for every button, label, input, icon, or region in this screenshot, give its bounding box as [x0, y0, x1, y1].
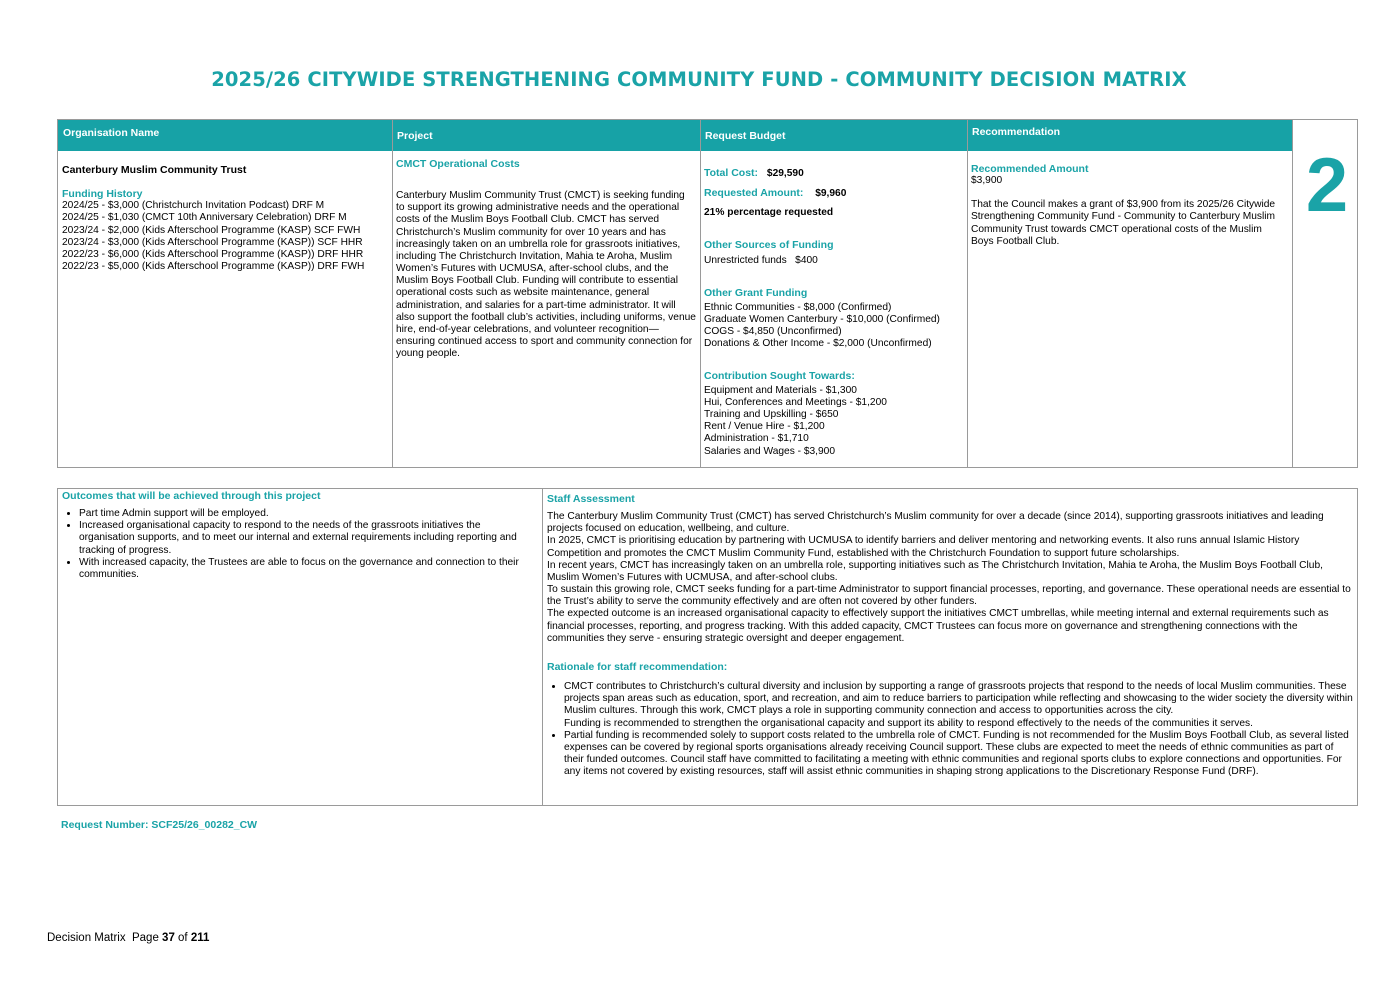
budget-cell	[704, 151, 964, 458]
page-title: 2025/26 CITYWIDE STRENGTHENING COMMUNITY FUND - COMMUNITY DECISION MATRIX	[211, 68, 1187, 91]
page-footer	[47, 932, 209, 944]
other-grant-label: Other Grant Funding	[704, 286, 808, 299]
staff-paragraph: In 2025, CMCT is prioritising education by partnering with UCMUSA to identify barriers and deliver mentoring and networking events. It also runs annual Islamic History Competition and promotes the CMCT Muslim Community Fund, established with the Christchurch Foundation to support future scholarships.	[547, 535, 1300, 559]
funding-history-label: Funding History	[62, 188, 143, 201]
funding-history-item: 2022/23 - $6,000 (Kids Afterschool Programme (KASP)) DRF HHR	[62, 248, 364, 260]
outcomes-cell	[62, 490, 538, 581]
funding-history-item: 2024/25 - $1,030 (CMCT 10th Anniversary Celebration) DRF M	[62, 212, 347, 224]
requested-row	[704, 187, 964, 200]
other-grant-list	[704, 302, 964, 351]
organisation-cell	[62, 151, 390, 273]
outcome-item: • With increased capacity, the Trustees are able to focus on the governance and connection to their communities.	[79, 557, 538, 581]
outcomes-list	[62, 508, 538, 581]
column-divider	[1292, 120, 1293, 467]
other-grant-item: Ethnic Communities - $8,000 (Confirmed)	[704, 301, 892, 313]
percentage-requested: 21% percentage requested	[704, 207, 834, 219]
other-sources-value: Unrestricted funds $400	[704, 254, 818, 266]
contribution-item: Equipment and Materials - $1,300	[704, 384, 857, 396]
other-grant-item: Donations & Other Income - $2,000 (Unconfirmed)	[704, 338, 932, 350]
recommendation-cell	[971, 151, 1281, 248]
funding-history-item: 2022/23 - $5,000 (Kids Afterschool Programme (KASP)) DRF FWH	[62, 261, 365, 273]
column-divider	[700, 120, 701, 467]
summary-table	[57, 119, 1358, 468]
staff-paragraph: In recent years, CMCT has increasingly taken on an umbrella role, supporting initiatives such as The Christchurch Invitation, Mahia te Aroha, the Muslim Boys Football Club, Muslim Women’s Futures with UCMUSA, and after-school clubs.	[547, 559, 1323, 583]
rationale-item: • Partial funding is recommended solely to support costs related to the umbrella role of CMCT. Funding is not recommended for the Muslim Boys Football Club, as several listed expenses can be covered by regional sports organisations already receiving Council support. These clubs are expected to meet the needs of ethnic communities as part of their funded outcomes. Council staff have committed to facilitating a meeting with ethnic communities and regional sports clubs to explore connections and opportunities. For any items not covered by existing resources, staff will assist ethnic communities in shaping strong applications to the Discretionary Response Fund (DRF).	[564, 730, 1355, 779]
other-grant-item: COGS - $4,850 (Unconfirmed)	[704, 326, 842, 338]
funding-history-item: 2023/24 - $2,000 (Kids Afterschool Programme (KASP) SCF FWH	[62, 224, 361, 236]
footer-page: 37	[162, 932, 175, 944]
column-divider	[967, 120, 968, 467]
header-project: Project	[392, 120, 700, 151]
contribution-label: Contribution Sought Towards:	[704, 369, 855, 382]
other-grant-item: Graduate Women Canterbury - $10,000 (Confirmed)	[704, 314, 940, 326]
total-cost-row	[704, 167, 964, 180]
contribution-item: Administration - $1,710	[704, 433, 809, 445]
outcomes-label: Outcomes that will be achieved through this project	[62, 490, 321, 502]
column-divider	[392, 120, 393, 467]
contribution-item: Salaries and Wages - $3,900	[704, 445, 836, 457]
project-description: Canterbury Muslim Community Trust (CMCT) is seeking funding to support its growing administrative needs and the operational costs of the Muslim Boys Football Club. CMCT has served Christchurch’s Muslim community for over 10 years and has increasingly taken on an umbrella role for grassroots initiatives, including The Christchurch Invitation, Mahia te Aroha, Muslim Women’s Futures with UCMUSA, after-school clubs, and the Muslim Boys Football Club. Funding will contribute to essential operational costs such as website maintenance, general administration, and salaries for a part-time administrator. It will also support the football club’s activities, including uniforms, venue hire, end-of-year celebrations, and volunteer recognition—ensuring continued access to sport and community connection for young people.	[396, 190, 696, 360]
contribution-item: Training and Upskilling - $650	[704, 409, 839, 421]
footer-prefix: Decision Matrix Page	[47, 932, 163, 944]
request-number: Request Number: SCF25/26_00282_CW	[61, 819, 258, 831]
assessment-table	[57, 488, 1358, 806]
recommended-amount: $3,900	[971, 175, 1003, 187]
header-budget: Request Budget	[700, 120, 967, 151]
staff-paragraph: The expected outcome is an increased organisational capacity to effectively support the initiatives CMCT umbrellas, while meeting internal and external requirements such as financial processes, reporting, and progress tracking. With this added capacity, CMCT Trustees can focus more on governance and strengthening connections with the communities they serve - ensuring strategic oversight and deeper engagement.	[547, 608, 1329, 644]
project-name: CMCT Operational Costs	[396, 158, 520, 170]
staff-assessment-label: Staff Assessment	[547, 493, 635, 505]
funding-history-item: 2024/25 - $3,000 (Christchurch Invitation Podcast) DRF M	[62, 200, 325, 212]
outcome-item: • Part time Admin support will be employed.	[79, 508, 538, 520]
requested-label: Requested Amount:	[704, 187, 804, 200]
project-cell	[396, 151, 696, 360]
rationale-text: CMCT contributes to Christchurch’s cultural diversity and inclusion by supporting a range of grassroots projects that respond to the needs of local Muslim communities. These projects span areas such as education, sport, and recreation, and aim to reduce barriers to participation while reflecting and showcasing to the wider society the diversity within Muslim cultures. Through this work, CMCT plays a role in supporting community connection and access to opportunities across the city.	[564, 681, 1353, 717]
rationale-extra: Funding is recommended to strengthen the organisational capacity and support its ability to respond effectively to the needs of the communities it serves.	[564, 717, 1253, 729]
rationale-label: Rationale for staff recommendation:	[547, 660, 728, 673]
rationale-item	[564, 681, 1355, 730]
staff-paragraph: The Canterbury Muslim Community Trust (CMCT) has served Christchurch’s Muslim community for over a decade (since 2014), supporting grassroots initiatives and leading projects focused on education, wellbeing, and culture.	[547, 511, 1324, 535]
funding-history-item: 2023/24 - $3,000 (Kids Afterschool Programme (KASP)) SCF HHR	[62, 236, 363, 248]
funding-history-list	[62, 200, 390, 273]
contribution-item: Rent / Venue Hire - $1,200	[704, 421, 825, 433]
footer-of: of	[174, 932, 191, 944]
recommended-amount-label: Recommended Amount	[971, 163, 1089, 175]
total-cost-value: $29,590	[766, 168, 804, 179]
rationale-list	[547, 681, 1355, 778]
other-sources-label: Other Sources of Funding	[704, 239, 834, 252]
contribution-list	[704, 385, 964, 458]
total-cost-label: Total Cost:	[704, 167, 759, 179]
staff-assessment-text	[547, 511, 1355, 645]
staff-assessment-cell	[547, 493, 1355, 778]
footer-total: 211	[190, 932, 210, 944]
priority-number: 2	[1305, 143, 1349, 228]
recommendation-text: That the Council makes a grant of $3,900 from its 2025/26 Citywide Strengthening Community Fund - Community to Canterbury Muslim Community Trust towards CMCT operational costs of the Muslim Boys Football Club.	[971, 199, 1276, 247]
requested-value: $9,960	[815, 188, 847, 200]
outcome-item: • Increased organisational capacity to respond to the needs of the grassroots initiatives the organisation supports, and to meet our internal and external requirements including reporting and tracking of progress.	[79, 520, 538, 556]
staff-paragraph: To sustain this growing role, CMCT seeks funding for a part-time Administrator to support financial processes, reporting, and governance. These operational needs are essential to the Trust’s ability to serve the community effectively and are often not covered by other funders.	[547, 584, 1351, 608]
header-recommendation: Recommendation	[967, 120, 1292, 151]
header-organisation: Organisation Name	[58, 120, 392, 151]
organisation-name: Canterbury Muslim Community Trust	[62, 164, 247, 176]
contribution-item: Hui, Conferences and Meetings - $1,200	[704, 396, 887, 408]
column-divider	[542, 489, 543, 805]
